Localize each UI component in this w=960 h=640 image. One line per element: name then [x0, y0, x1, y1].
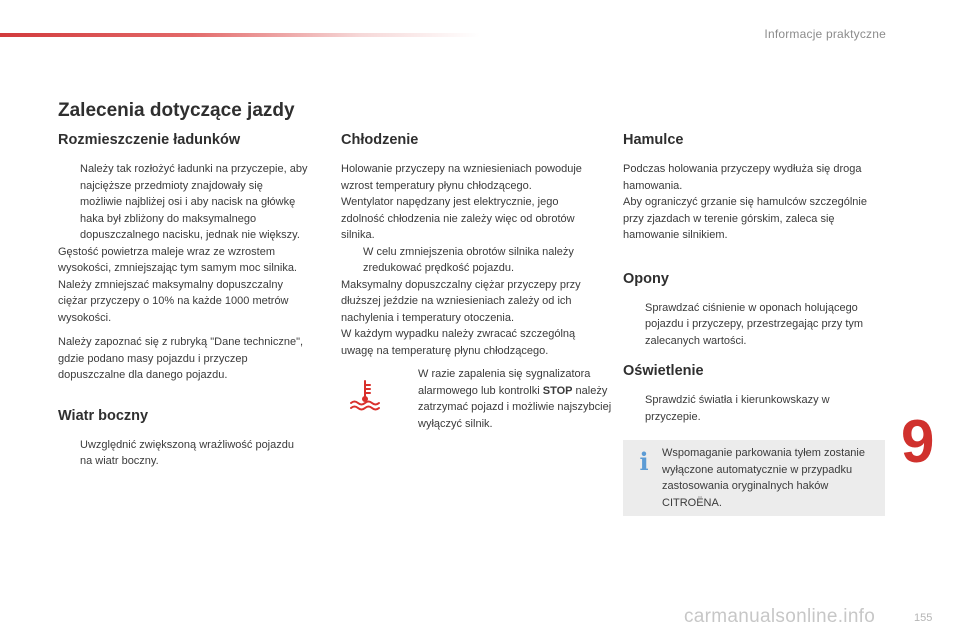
wind-bullet-text: Uwzględnić zwiększoną wrażliwość pojazdu na wiatr boczny.	[80, 438, 294, 467]
chapter-number: 9	[901, 408, 935, 475]
wind-bullet	[58, 437, 308, 470]
column-brakes	[623, 130, 885, 425]
column-load	[58, 130, 308, 470]
warning-bullet	[396, 366, 623, 432]
cooling-paragraph-3: Maksymalny dopuszczalny ciężar przyczepy przy dłuższej jeździe na wzniesieniach zależy od ich nachylenia i temperatury otoczenia.	[341, 278, 581, 324]
watermark: carmanualsonline.info	[684, 606, 876, 627]
parking-info-box	[623, 440, 885, 516]
page-number: 155	[914, 612, 933, 624]
info-text: Wspomaganie parkowania tyłem zostanie wyłączone automatycznie w przypadku zastosowania oryginalnych haków CITROËNA.	[662, 447, 865, 509]
lights-bullet	[623, 392, 885, 425]
load-bullet-text: Należy tak rozłożyć ładunki na przyczepie, aby najcięższe przedmioty znajdowały się możliwie najbliżej osi i aby nacisk na główkę haka był zbliżony do maksymalnego dopuszczalnego nacisku, jednak nie większy.	[80, 163, 308, 241]
cooling-paragraph-2: Wentylator napędzany jest elektrycznie, jego zdolność chłodzenia nie zależy więc od obrotów silnika.	[341, 196, 575, 241]
brakes-heading: Hamulce	[623, 132, 684, 148]
lights-heading: Oświetlenie	[623, 363, 704, 379]
brakes-paragraph-2: Aby ograniczyć grzanie się hamulców szczególnie przy zjazdach w terenie górskim, zaleca się hamowanie silnikiem.	[623, 196, 867, 241]
coolant-temperature-icon	[348, 378, 382, 412]
cooling-paragraph-1: Holowanie przyczepy na wzniesieniach powoduje wzrost temperatury płynu chłodzącego.	[341, 163, 582, 192]
warning-text-1: W razie zapalenia się sygnalizatora alarmowego lub kontrolki	[418, 368, 591, 397]
load-bullet	[58, 161, 308, 244]
tyres-bullet-text: Sprawdzać ciśnienie w oponach holującego pojazdu i przyczepy, przestrzegając przy tym zalecanych wartości.	[645, 301, 864, 347]
info-icon: i	[639, 447, 649, 476]
page-title: Zalecenia dotyczące jazdy	[58, 100, 295, 121]
stop-label: STOP	[542, 384, 573, 397]
load-paragraph-1: Gęstość powietrza maleje wraz ze wzrostem wysokości, zmniejszając tym samym moc silnika. Należy zmniejszać maksymalny dopuszczalny ciężar przyczepy o 10% na każde 1000 metrów wysokości.	[58, 245, 297, 324]
column-cooling	[341, 130, 603, 359]
section-name: Informacje praktyczne	[764, 27, 886, 41]
cooling-bullet-text: W celu zmniejszenia obrotów silnika należy zredukować prędkość pojazdu.	[363, 245, 574, 274]
cooling-heading: Chłodzenie	[341, 132, 419, 148]
wind-heading: Wiatr boczny	[58, 407, 149, 424]
brakes-paragraph-1: Podczas holowania przyczepy wydłuża się droga hamowania.	[623, 163, 862, 192]
header-accent-bar	[0, 33, 480, 37]
cooling-paragraph-4: W każdym wypadku należy zwracać szczególną uwagę na temperaturę płynu chłodzącego.	[341, 328, 576, 357]
warning-text-2: należy zatrzymać pojazd i możliwie najszybciej wyłączyć silnik.	[418, 384, 612, 430]
tyres-heading: Opony	[623, 270, 669, 287]
lights-bullet-text: Sprawdzić światła i kierunkowskazy w przyczepie.	[645, 394, 830, 423]
load-paragraph-2: Należy zapoznać się z rubryką "Dane techniczne", gdzie podano masy pojazdu i przyczep dopuszczalne dla danego pojazdu.	[58, 336, 304, 381]
tyres-bullet	[623, 300, 885, 350]
cooling-bullet	[341, 244, 603, 277]
load-heading: Rozmieszczenie ładunków	[58, 132, 241, 148]
